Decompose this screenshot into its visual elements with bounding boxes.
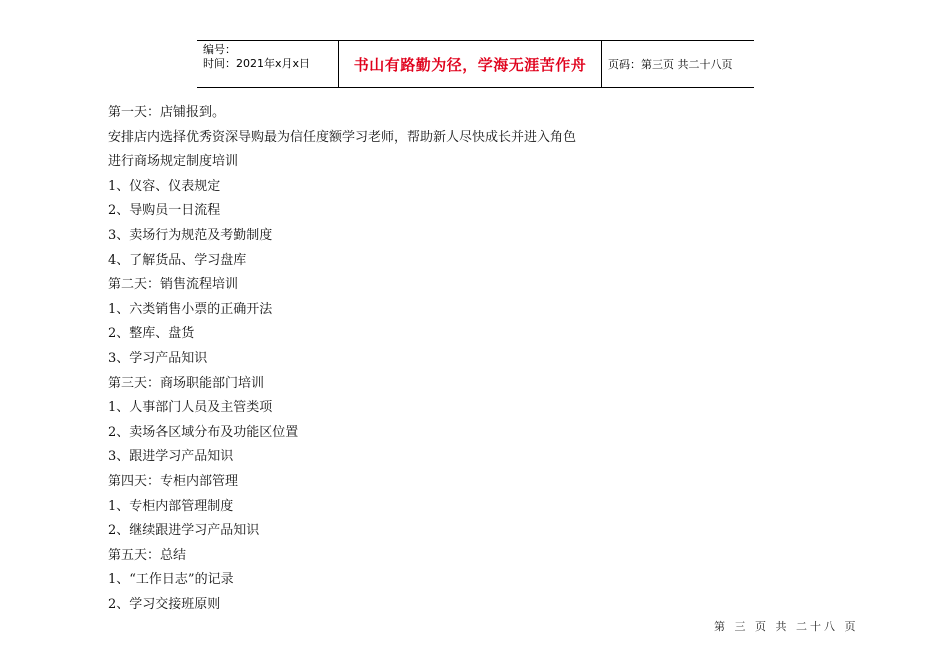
header-page-code: 页码：第三页 共二十八页 [608,58,733,71]
text-line: 1、专柜内部管理制度 [108,498,234,514]
text-line: 第一天：店铺报到。 [108,105,226,120]
document-number-label: 编号： [203,43,236,56]
text-line: 第四天：专柜内部管理 [108,473,239,489]
text-line: 1、六类销售小票的正确开法 [108,301,273,317]
text-line: 4、了解货品、学习盘库 [108,252,247,268]
text-line: 第五天：总结 [108,547,187,563]
text-line: 第二天：销售流程培训 [108,277,239,293]
document-body [108,101,748,617]
header-meta [197,41,338,87]
page-header [197,40,754,88]
text-line: 3、跟进学习产品知识 [108,449,234,465]
text-line: 2、卖场各区域分布及功能区位置 [108,424,299,440]
text-line: 1、人事部门人员及主管类项 [108,400,273,416]
text-line: 1、仪容、仪表规定 [108,178,221,194]
header-motto: 书山有路勤为径，学海无涯苦作舟 [338,41,602,87]
text-line: 2、学习交接班原则 [108,596,221,612]
text-line: 3、学习产品知识 [108,350,208,366]
text-line: 第三天：商场职能部门培训 [108,375,265,391]
text-line: 进行商场规定制度培训 [108,154,239,170]
text-line: 安排店内选择优秀资深导购最为信任度额学习老师，帮助新人尽快成长并进入角色 [108,129,577,145]
text-line: 2、整库、盘货 [108,326,195,342]
page-footer: 第 三 页 共 二十八 页 [714,620,859,633]
text-line: 2、导购员一日流程 [108,203,221,219]
text-line: 3、卖场行为规范及考勤制度 [108,227,273,243]
document-date: 时间：2021年x月x日 [203,57,311,70]
text-line: 2、继续跟进学习产品知识 [108,523,260,539]
text-line: 1、“工作日志”的记录 [108,572,234,588]
